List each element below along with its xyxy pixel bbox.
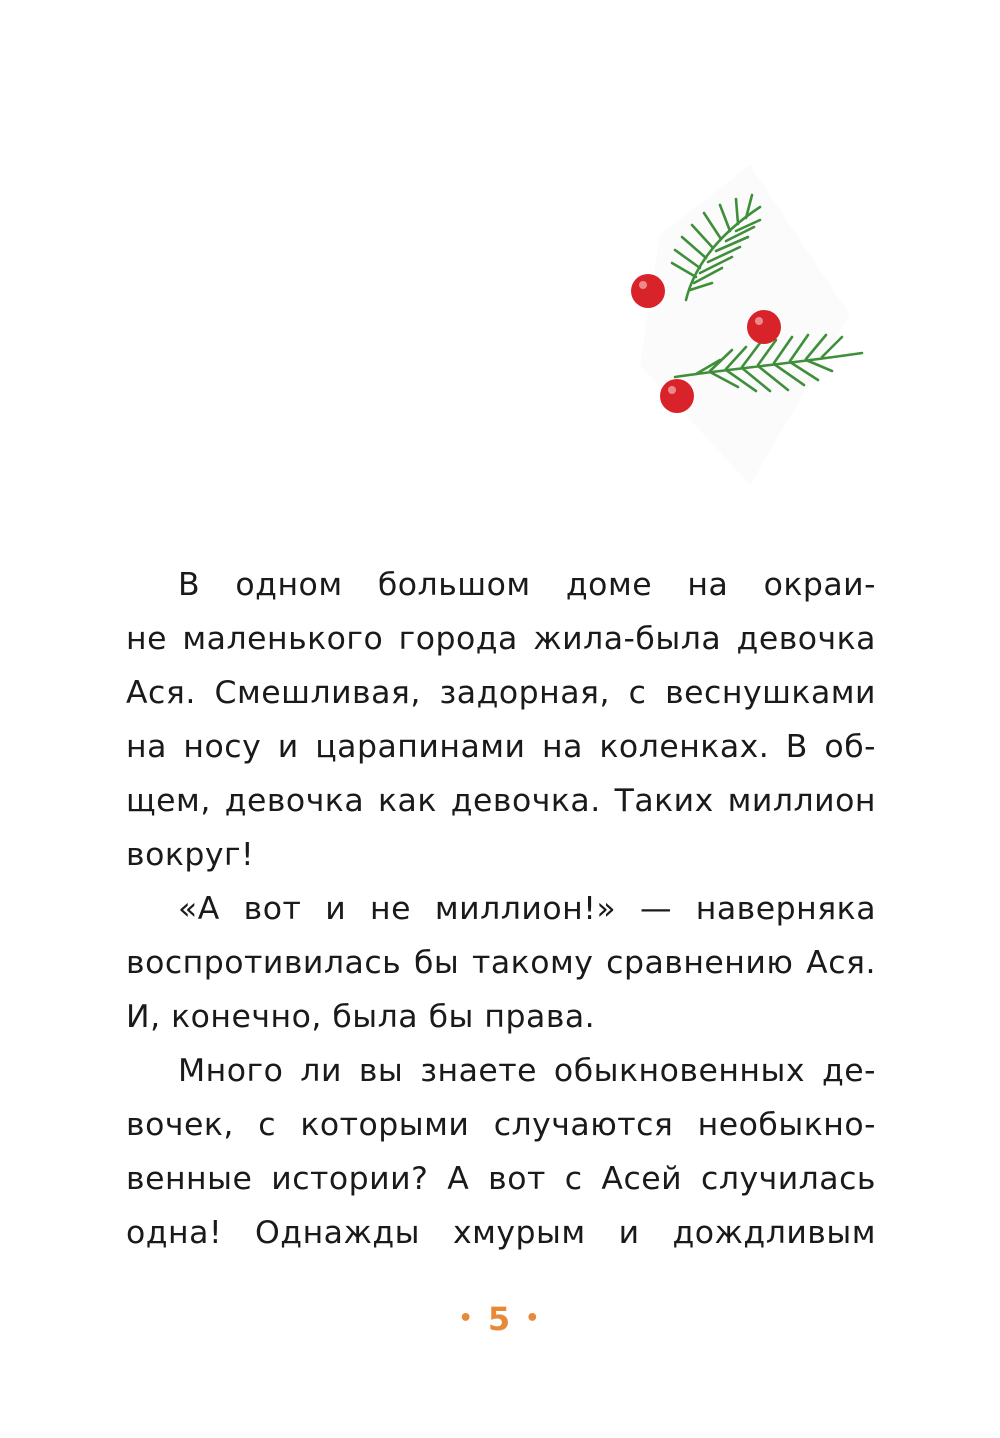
text-line: не маленького города жила-была девочка [126, 621, 876, 657]
text-line: Много ли вы знаете обыкновенных де- [178, 1053, 876, 1089]
paragraph-2 [126, 882, 876, 1044]
text-line: вочек, с которыми случаются необыкно- [126, 1107, 876, 1143]
berries-and-pine-sprigs-illustration [600, 165, 890, 495]
text-line: на носу и царапинами на коленках. В об- [126, 729, 876, 765]
story-text [126, 558, 876, 1260]
text-line: венные истории? А вот с Асей случилась [126, 1161, 876, 1197]
text-line: В одном большом доме на окраи- [178, 567, 876, 603]
text-line: одна! Однажды хмурым и дождливым [126, 1215, 876, 1251]
page-number-dot-left: • [458, 1305, 475, 1331]
illustration-background [640, 165, 850, 485]
paragraph-1 [126, 558, 876, 882]
text-line: Ася. Смешливая, задорная, с веснушками [126, 675, 876, 711]
page-number-dot-right: • [525, 1305, 542, 1331]
text-line: И, конечно, была бы права. [126, 999, 596, 1035]
text-line: щем, девочка как девочка. Таких миллион [126, 783, 876, 819]
text-line: «А вот и не миллион!» — наверняка [178, 891, 876, 927]
berry-3 [660, 379, 694, 413]
page-number-value: 5 [487, 1300, 513, 1338]
berry-1 [631, 274, 665, 308]
paragraph-3 [126, 1044, 876, 1260]
page-number [0, 1300, 1000, 1338]
berry-2 [747, 310, 781, 344]
text-line: воспротивилась бы такому сравнению Ася. [126, 945, 876, 981]
text-line: вокруг! [126, 837, 255, 873]
